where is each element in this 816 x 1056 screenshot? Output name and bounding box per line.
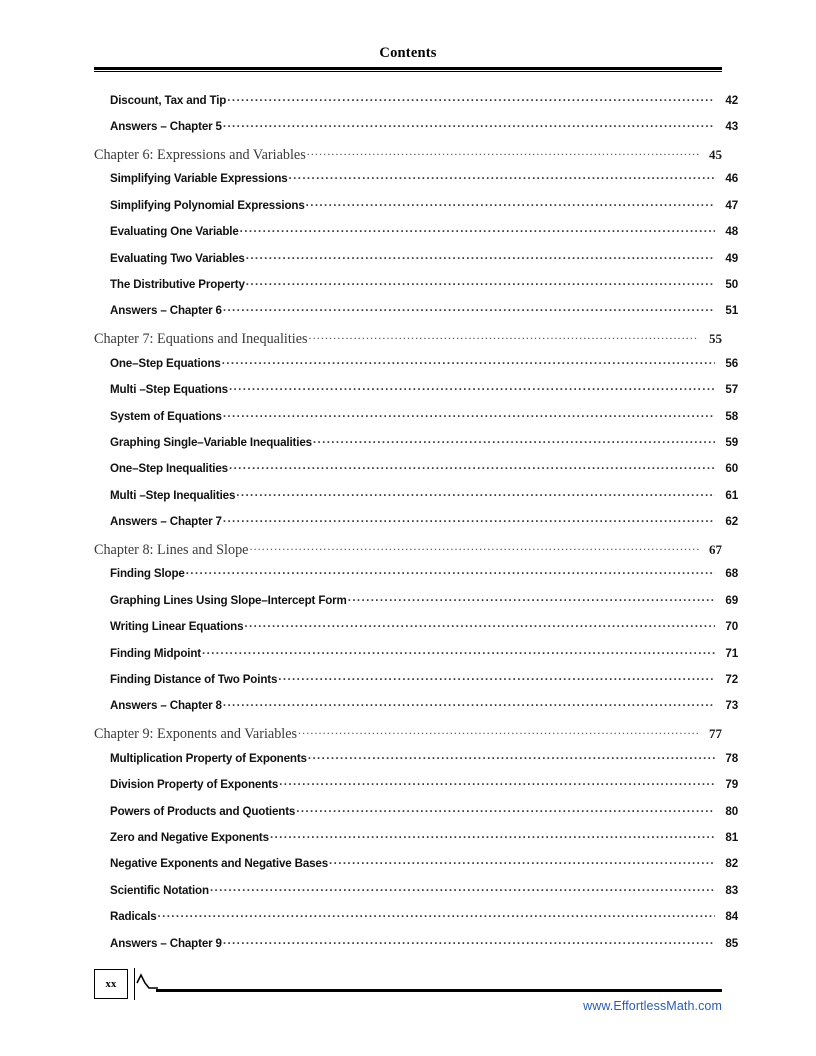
toc-entry-row[interactable] — [94, 777, 738, 803]
toc-dot-leader — [289, 171, 715, 183]
toc-entry-title: Chapter 6: Expressions and Variables — [94, 146, 306, 163]
toc-dot-leader — [223, 303, 715, 315]
toc-entry-title: Answers – Chapter 6 — [110, 304, 222, 318]
toc-entry-row[interactable] — [94, 487, 738, 513]
toc-dot-leader — [313, 434, 715, 446]
toc-entry-page-number: 81 — [725, 830, 738, 844]
toc-entry-page-number: 47 — [725, 198, 738, 212]
toc-dot-leader — [202, 645, 715, 657]
footer-rule — [156, 989, 722, 992]
toc-entry-title: Chapter 7: Equations and Inequalities — [94, 331, 308, 348]
toc-entry-page-number: 85 — [725, 936, 738, 950]
toc-entry-page-number: 77 — [709, 726, 722, 742]
website-link[interactable]: www.EffortlessMath.com — [583, 999, 722, 1013]
toc-entry-page-number: 67 — [709, 542, 722, 558]
toc-entry-row[interactable] — [94, 513, 738, 539]
toc-entry-title: Answers – Chapter 9 — [110, 936, 222, 950]
toc-entry-title: Powers of Products and Quotients — [110, 804, 296, 818]
toc-entry-title: Multiplication Property of Exponents — [110, 751, 307, 765]
toc-entry-page-number: 56 — [725, 356, 738, 370]
toc-dot-leader — [222, 355, 715, 367]
toc-entry-row[interactable] — [94, 250, 738, 276]
toc-entry-page-number: 49 — [725, 251, 738, 265]
toc-entry-page-number: 50 — [725, 277, 738, 291]
toc-chapter-row[interactable] — [94, 329, 722, 355]
toc-entry-title: Answers – Chapter 7 — [110, 515, 222, 529]
toc-entry-title: Negative Exponents and Negative Bases — [110, 857, 329, 871]
toc-entry-row[interactable] — [94, 935, 738, 961]
toc-dot-leader — [298, 724, 699, 738]
toc-entry-row[interactable] — [94, 829, 738, 855]
toc-entry-title: Evaluating Two Variables — [110, 251, 245, 265]
page-footer — [94, 966, 722, 1028]
toc-dot-leader — [309, 329, 699, 343]
toc-entry-page-number: 58 — [725, 409, 738, 423]
toc-chapter-row[interactable] — [94, 145, 722, 171]
toc-entry-row[interactable] — [94, 171, 738, 197]
toc-dot-leader — [249, 540, 699, 554]
toc-entry-title: Chapter 8: Lines and Slope — [94, 542, 249, 559]
toc-entry-row[interactable] — [94, 224, 738, 250]
toc-entry-row[interactable] — [94, 303, 738, 329]
toc-dot-leader — [306, 197, 715, 209]
toc-entry-page-number: 45 — [709, 146, 722, 162]
toc-entry-page-number: 84 — [725, 910, 738, 924]
toc-entry-page-number: 48 — [725, 225, 738, 239]
page-number: xx — [105, 978, 117, 990]
toc-entry-row[interactable] — [94, 355, 738, 381]
toc-dot-leader — [236, 487, 715, 499]
toc-entry-page-number: 70 — [725, 620, 738, 634]
toc-entry-title: Division Property of Exponents — [110, 778, 279, 792]
toc-entry-title: Discount, Tax and Tip — [110, 93, 227, 107]
toc-dot-leader — [158, 909, 716, 921]
toc-entry-page-number: 57 — [725, 383, 738, 397]
toc-dot-leader — [223, 935, 715, 947]
toc-dot-leader — [246, 250, 715, 262]
toc-entry-title: Writing Linear Equations — [110, 620, 244, 634]
zigzag-connector-icon — [136, 971, 158, 993]
toc-entry-row[interactable] — [94, 382, 738, 408]
toc-entry-row[interactable] — [94, 750, 738, 776]
footer-divider — [134, 968, 135, 1000]
toc-entry-page-number: 60 — [725, 462, 738, 476]
toc-dot-leader — [223, 408, 715, 420]
toc-entry-row[interactable] — [94, 645, 738, 671]
toc-entry-page-number: 72 — [725, 673, 738, 687]
toc-chapter-row[interactable] — [94, 724, 722, 750]
toc-dot-leader — [329, 856, 715, 868]
toc-entry-page-number: 79 — [725, 778, 738, 792]
header-rule-thick — [94, 67, 722, 70]
toc-dot-leader — [296, 803, 715, 815]
toc-entry-row[interactable] — [94, 803, 738, 829]
toc-dot-leader — [229, 461, 715, 473]
toc-entry-row[interactable] — [94, 592, 738, 618]
toc-dot-leader — [186, 566, 715, 578]
toc-chapter-row[interactable] — [94, 540, 722, 566]
toc-entry-page-number: 43 — [725, 119, 738, 133]
toc-dot-leader — [223, 698, 715, 710]
toc-entry-page-number: 62 — [725, 515, 738, 529]
toc-entry-title: Answers – Chapter 5 — [110, 119, 222, 133]
toc-entry-title: Simplifying Polynomial Expressions — [110, 198, 305, 212]
toc-entry-title: System of Equations — [110, 409, 222, 423]
toc-dot-leader — [240, 224, 715, 236]
toc-dot-leader — [229, 382, 715, 394]
toc-entry-row[interactable] — [94, 118, 738, 144]
toc-entry-row[interactable] — [94, 619, 738, 645]
header-rule-thin — [94, 71, 722, 72]
toc-dot-leader — [270, 829, 715, 841]
toc-entry-page-number: 82 — [725, 857, 738, 871]
toc-entry-title: Radicals — [110, 910, 157, 924]
toc-entry-title: Graphing Lines Using Slope–Intercept Form — [110, 593, 347, 607]
toc-entry-title: Finding Midpoint — [110, 646, 201, 660]
toc-entry-row[interactable] — [94, 197, 738, 223]
toc-entry-title: Simplifying Variable Expressions — [110, 172, 288, 186]
toc-entry-page-number: 59 — [725, 435, 738, 449]
toc-entry-title: Multi –Step Inequalities — [110, 488, 236, 502]
toc-entry-row[interactable] — [94, 92, 738, 118]
toc-dot-leader — [246, 276, 715, 288]
toc-entry-title: Scientific Notation — [110, 883, 209, 897]
toc-entry-row[interactable] — [94, 434, 738, 460]
toc-entry-page-number: 73 — [725, 699, 738, 713]
toc-dot-leader — [223, 513, 715, 525]
table-of-contents — [94, 92, 738, 961]
toc-entry-title: Finding Slope — [110, 567, 185, 581]
toc-entry-title: One–Step Inequalities — [110, 462, 228, 476]
page-header — [94, 44, 722, 72]
toc-entry-row[interactable] — [94, 909, 738, 935]
toc-entry-page-number: 46 — [725, 172, 738, 186]
toc-entry-page-number: 78 — [725, 751, 738, 765]
toc-dot-leader — [223, 118, 715, 130]
toc-entry-page-number: 55 — [709, 331, 722, 347]
toc-entry-page-number: 51 — [725, 304, 738, 318]
toc-entry-page-number: 69 — [725, 593, 738, 607]
toc-entry-title: Multi –Step Equations — [110, 383, 228, 397]
toc-entry-row[interactable] — [94, 698, 738, 724]
toc-entry-title: Evaluating One Variable — [110, 225, 239, 239]
toc-entry-page-number: 83 — [725, 883, 738, 897]
toc-entry-title: Chapter 9: Exponents and Variables — [94, 726, 298, 743]
toc-entry-title: Finding Distance of Two Points — [110, 673, 278, 687]
toc-entry-row[interactable] — [94, 276, 738, 302]
toc-entry-title: The Distributive Property — [110, 277, 245, 291]
toc-dot-leader — [279, 777, 715, 789]
toc-dot-leader — [244, 619, 715, 631]
page-number-box — [94, 969, 128, 999]
toc-entry-row[interactable] — [94, 882, 738, 908]
toc-entry-page-number: 42 — [725, 93, 738, 107]
toc-entry-row[interactable] — [94, 461, 738, 487]
toc-entry-title: Zero and Negative Exponents — [110, 830, 269, 844]
toc-entry-row[interactable] — [94, 671, 738, 697]
toc-dot-leader — [210, 882, 715, 894]
toc-entry-page-number: 80 — [725, 804, 738, 818]
toc-entry-page-number: 71 — [725, 646, 738, 660]
toc-entry-title: Graphing Single–Variable Inequalities — [110, 435, 312, 449]
toc-dot-leader — [307, 145, 699, 159]
toc-dot-leader — [308, 750, 715, 762]
toc-entry-title: One–Step Equations — [110, 356, 221, 370]
toc-dot-leader — [348, 592, 715, 604]
toc-dot-leader — [227, 92, 715, 104]
toc-entry-row[interactable] — [94, 566, 738, 592]
toc-dot-leader — [278, 671, 715, 683]
toc-entry-page-number: 61 — [725, 488, 738, 502]
toc-entry-row[interactable] — [94, 856, 738, 882]
toc-entry-title: Answers – Chapter 8 — [110, 699, 222, 713]
toc-entry-page-number: 68 — [725, 567, 738, 581]
toc-entry-row[interactable] — [94, 408, 738, 434]
page-title: Contents — [379, 45, 437, 61]
